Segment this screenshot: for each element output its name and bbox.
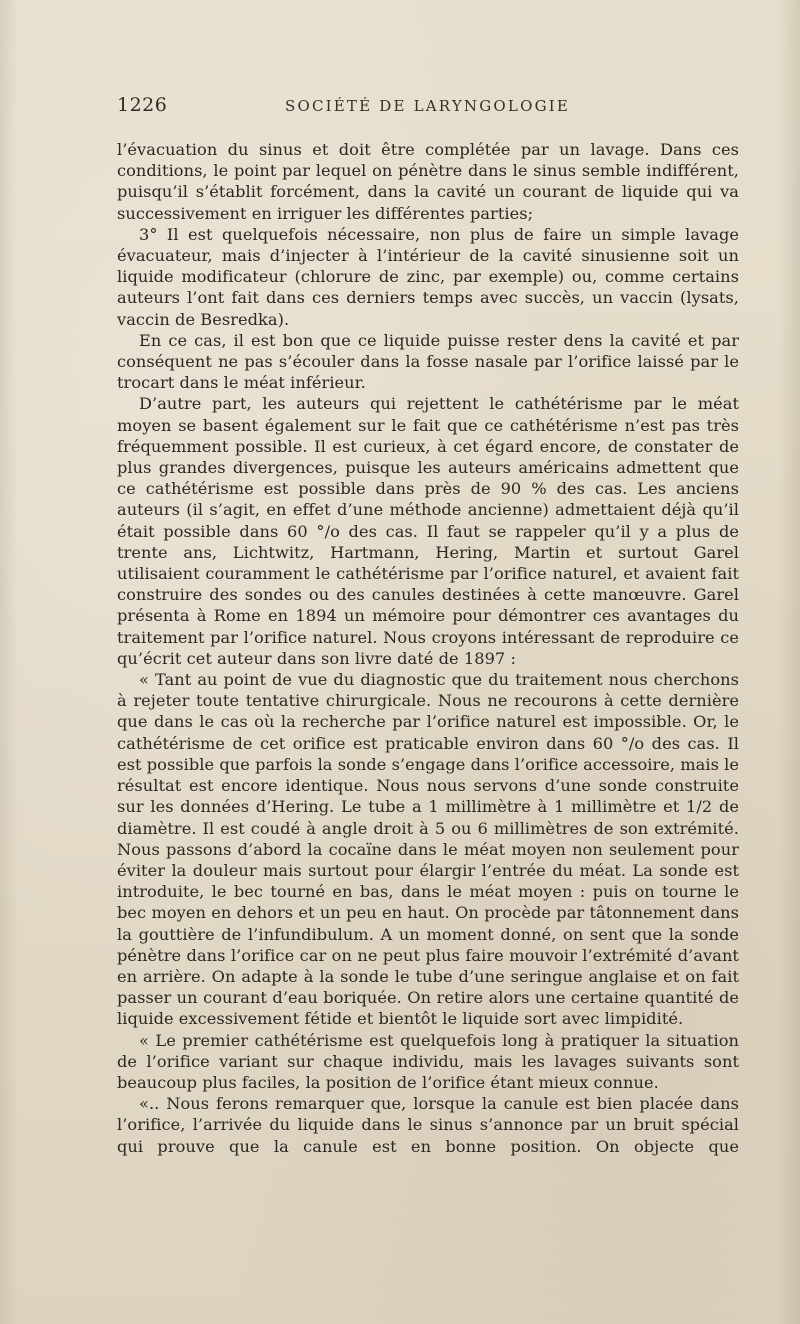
page-header bbox=[117, 94, 747, 122]
paragraph-liquid-retention: En ce cas, il est bon que ce liquide puisse rester dens la cavité et par conséquent ne pas s’écouler dans la fosse nasale par l’orifice laissé par le trocart dans le méat inférieur. bbox=[117, 330, 739, 393]
page-number: 1226 bbox=[117, 94, 168, 116]
paragraph-garel-quote: « Tant au point de vue du diagnostic que du traitement nous cherchons à rejeter toute tentative chirurgicale. Nous ne recourons à cette dernière que dans le cas où la recherche par l’orifice naturel est impossible. Or, le cathétérisme de cet orifice est praticable environ dans 60 °/o des cas. Il est possible que parfois la sonde s’engage dans l’orifice accessoire, mais le résultat est encore identique. Nous nous servons d’une sonde construite sur les données d’Hering. Le tube a 1 millimètre à 1 millimètre et 1/2 de diamètre. Il est coudé à angle droit à 5 ou 6 millimètres de son extrémité. Nous passons d’abord la cocaïne dans le méat moyen non seulement pour éviter la douleur mais surtout pour élargir l’entrée du méat. La sonde est introduite, le bec tourné en bas, dans le méat moyen : puis on tourne le bec moyen en dehors et un peu en haut. On procède par tâtonnement dans la gouttière de l’infundibulum. A un moment donné, on sent que la sonde pénètre dans l’orifice car on ne peut plus faire mouvoir l’extrémité d’avant en arrière. On adapte à la sonde le tube d’une seringue anglaise et on fait passer un courant d’eau boriquée. On retire alors une certaine quantité de liquide excessivement fétide et bientôt le liquide sort avec limpidité. bbox=[117, 670, 739, 1029]
paragraph-catheterism-history: D’autre part, les auteurs qui rejettent le cathétérisme par le méat moyen se basent également sur le fait que ce cathétérisme n’est pas très fréquemment possible. Il est curieux, à cet égard encore, de constater de plus grandes divergences, puisque les auteurs américains admettent que ce cathétérisme est possible dans près de 90 % des cas. Les anciens auteurs (il s’agit, en effet d’une méthode ancienne) admettaient déjà qu’il était possible dans 60 °/o des cas. Il faut se rappeler qu’il y a plus de trente ans, Lichtwitz, Hartmann, Hering, Martin et surtout Garel utilisaient couramment le cathétérisme par l’orifice naturel, et avaient fait construire des sondes ou des canules destinées à cette manœuvre. Garel présenta à Rome en 1894 un mémoire pour démontrer ces avantages du traitement par l’orifice naturel. Nous croyons intéressant de reproduire ce qu’écrit cet auteur dans son livre daté de 1897 : bbox=[117, 394, 739, 668]
paragraph-first-catheterism: « Le premier cathétérisme est quelquefois long à pratiquer la situation de l’orifice variant sur chaque individu, mais les lavages suivants sont beaucoup plus faciles, la position de l’orifice étant mieux connue. bbox=[117, 1030, 739, 1092]
paragraph-final-remark: «.. Nous ferons remarquer que, lorsque la canule est bien placée dans l’orifice, l’arrivée du liquide dans le sinus s’annonce par un bruit spécial qui prouve que la canule est en bonne position. On objecte que bbox=[117, 1094, 739, 1156]
body-text bbox=[117, 139, 739, 1259]
paragraph-third-point: 3° Il est quelquefois nécessaire, non plus de faire un simple lavage évacuateur, mais d’injecter à l’intérieur de la cavité sinusienne soit un liquide modificateur (chlorure de zinc, par exemple) ou, comme certains auteurs l’ont fait dans ces derniers temps avec succès, un vaccin (lysats, vaccin de Besredka). bbox=[117, 224, 739, 329]
running-head: SOCIÉTÉ DE LARYNGOLOGIE bbox=[285, 97, 571, 115]
paragraph-continuation: l’évacuation du sinus et doit être complétée par un lavage. Dans ces conditions, le point par lequel on pénètre dans le sinus semble indifférent, puisqu’il s’établit forcément, dans la cavité un courant de liquide qui va successivement en irriguer les différentes parties; bbox=[117, 140, 739, 223]
